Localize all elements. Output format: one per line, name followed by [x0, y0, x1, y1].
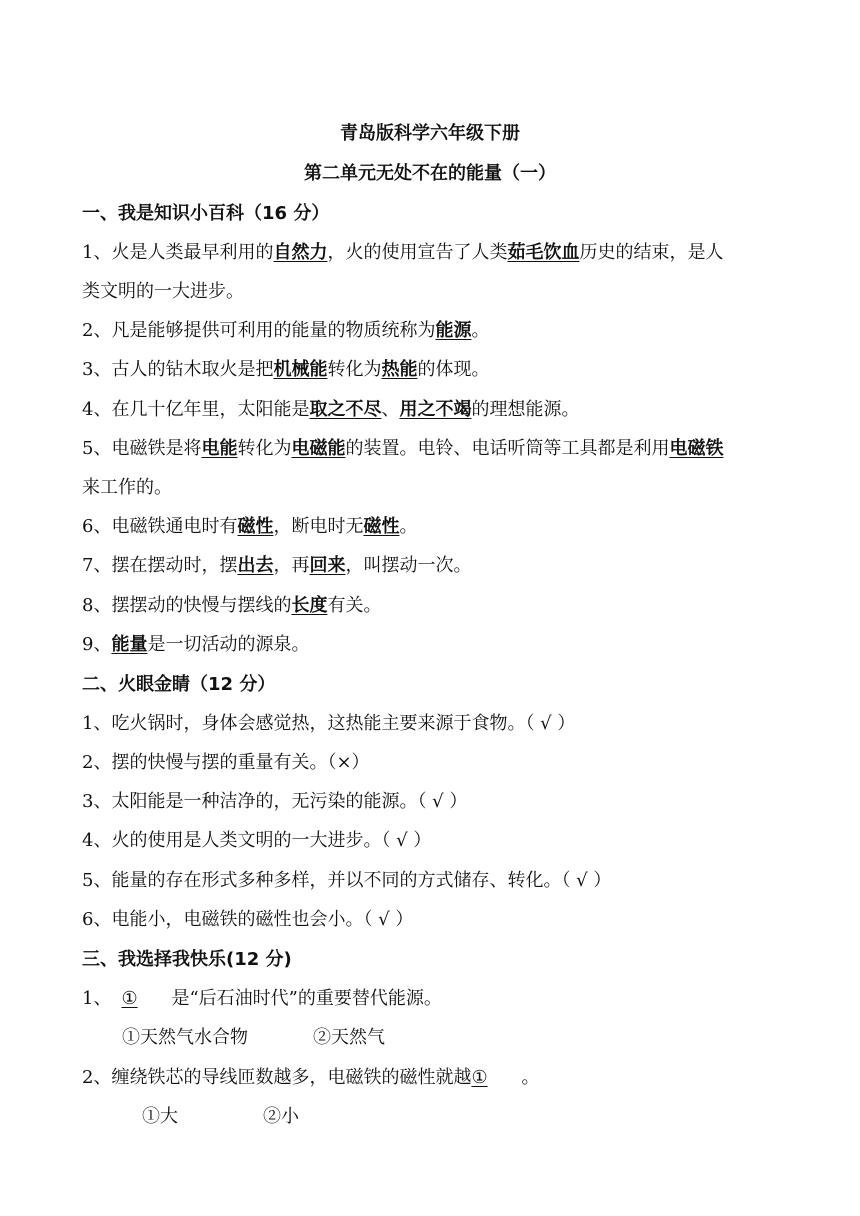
answer-blank: ①: [121, 988, 138, 1009]
text: 转化为: [327, 359, 382, 380]
answer: 取之不尽: [309, 399, 382, 420]
text: 。: [471, 320, 490, 341]
text: 的体现。: [417, 359, 490, 380]
text: 有关。: [327, 595, 382, 616]
answer-blank: ①: [471, 1067, 488, 1088]
text: 1、火是人类最早利用的: [82, 242, 274, 263]
section3-heading: 三、我选择我快乐(12 分): [82, 949, 292, 970]
section2-heading: 二、火眼金睛（12 分）: [82, 674, 276, 695]
text: 2、凡是能够提供可利用的能量的物质统称为: [82, 320, 436, 341]
text: 是一切活动的源泉。: [147, 634, 310, 655]
text: ，断电时无: [273, 516, 364, 537]
s1-q6: [82, 517, 806, 537]
text: 是“后石油时代”的重要替代能源。: [171, 988, 442, 1009]
answer: 茹毛饮血: [507, 242, 580, 263]
s3-q1: [82, 989, 806, 1009]
answer: 自然力: [273, 242, 328, 263]
text: ，再: [273, 555, 310, 576]
s1-q4: [82, 400, 806, 420]
text: ，叫摆动一次。: [345, 555, 472, 576]
page-title: 青岛版科学六年级下册: [340, 123, 520, 144]
s1-q5-line2: 来工作的。: [82, 477, 172, 498]
s2-item: 1、吃火锅时，身体会感觉热，这热能主要来源于食物。（ √ ）: [82, 713, 576, 734]
answer: 电磁铁: [669, 438, 724, 459]
answer: 磁性: [363, 516, 400, 537]
text: 。: [521, 1067, 540, 1088]
section1-heading: 一、我是知识小百科（16 分）: [82, 203, 330, 224]
s2-item: 2、摆的快慢与摆的重量有关。（×）: [82, 752, 370, 773]
text: 、: [381, 399, 400, 420]
text: 7、摆在摆动时，摆: [82, 555, 238, 576]
text: 5、电磁铁是将: [82, 438, 202, 459]
s3-q1-option2: ②天然气: [313, 1027, 385, 1048]
answer: 长度: [291, 595, 328, 616]
text: ，火的使用宣告了人类: [327, 242, 508, 263]
text: 。: [399, 516, 418, 537]
s3-q2-option2: ②小: [263, 1106, 299, 1127]
text: 历史的结束，是人: [579, 242, 724, 263]
answer: 电磁能: [291, 438, 346, 459]
s3-q2: [82, 1068, 806, 1088]
answer: 机械能: [273, 359, 328, 380]
answer: 出去: [237, 555, 274, 576]
answer: 回来: [309, 555, 346, 576]
s1-q1-line2: 类文明的一大进步。: [82, 281, 244, 302]
s1-q2: [82, 321, 806, 341]
s2-item: 5、能量的存在形式多种多样，并以不同的方式储存、转化。（ √ ）: [82, 870, 612, 891]
text: 的装置。电铃、电话听筒等工具都是利用: [345, 438, 670, 459]
answer: 电能: [201, 438, 238, 459]
text: 2、缠绕铁芯的导线匝数越多，电磁铁的磁性就越: [82, 1067, 472, 1088]
page-subtitle: 第二单元无处不在的能量（一）: [304, 163, 556, 184]
s3-q2-option1: ①大: [142, 1106, 178, 1127]
answer: 热能: [381, 359, 418, 380]
s1-q1-line1: [82, 243, 806, 263]
answer: 能源: [435, 320, 472, 341]
s1-q3: [82, 360, 806, 380]
answer: 用之不竭: [399, 399, 472, 420]
text: 转化为: [237, 438, 292, 459]
text: 3、古人的钻木取火是把: [82, 359, 274, 380]
text: 9、: [82, 634, 112, 655]
s2-item: 6、电能小，电磁铁的磁性也会小。（ √ ）: [82, 909, 414, 930]
s1-q8: [82, 596, 806, 616]
answer: 磁性: [237, 516, 274, 537]
text: 的理想能源。: [471, 399, 580, 420]
s1-q9: [82, 635, 806, 655]
s2-item: 3、太阳能是一种洁净的，无污染的能源。（ √ ）: [82, 791, 468, 812]
answer: 能量: [111, 634, 148, 655]
s1-q5-line1: [82, 439, 806, 459]
text: 6、电磁铁通电时有: [82, 516, 238, 537]
text: 8、摆摆动的快慢与摆线的: [82, 595, 292, 616]
text: 4、在几十亿年里，太阳能是: [82, 399, 310, 420]
s1-q7: [82, 556, 806, 576]
s2-item: 4、火的使用是人类文明的一大进步。（ √ ）: [82, 830, 432, 851]
s3-q1-option1: ①天然气水合物: [122, 1027, 248, 1048]
text: 1、: [82, 988, 112, 1009]
